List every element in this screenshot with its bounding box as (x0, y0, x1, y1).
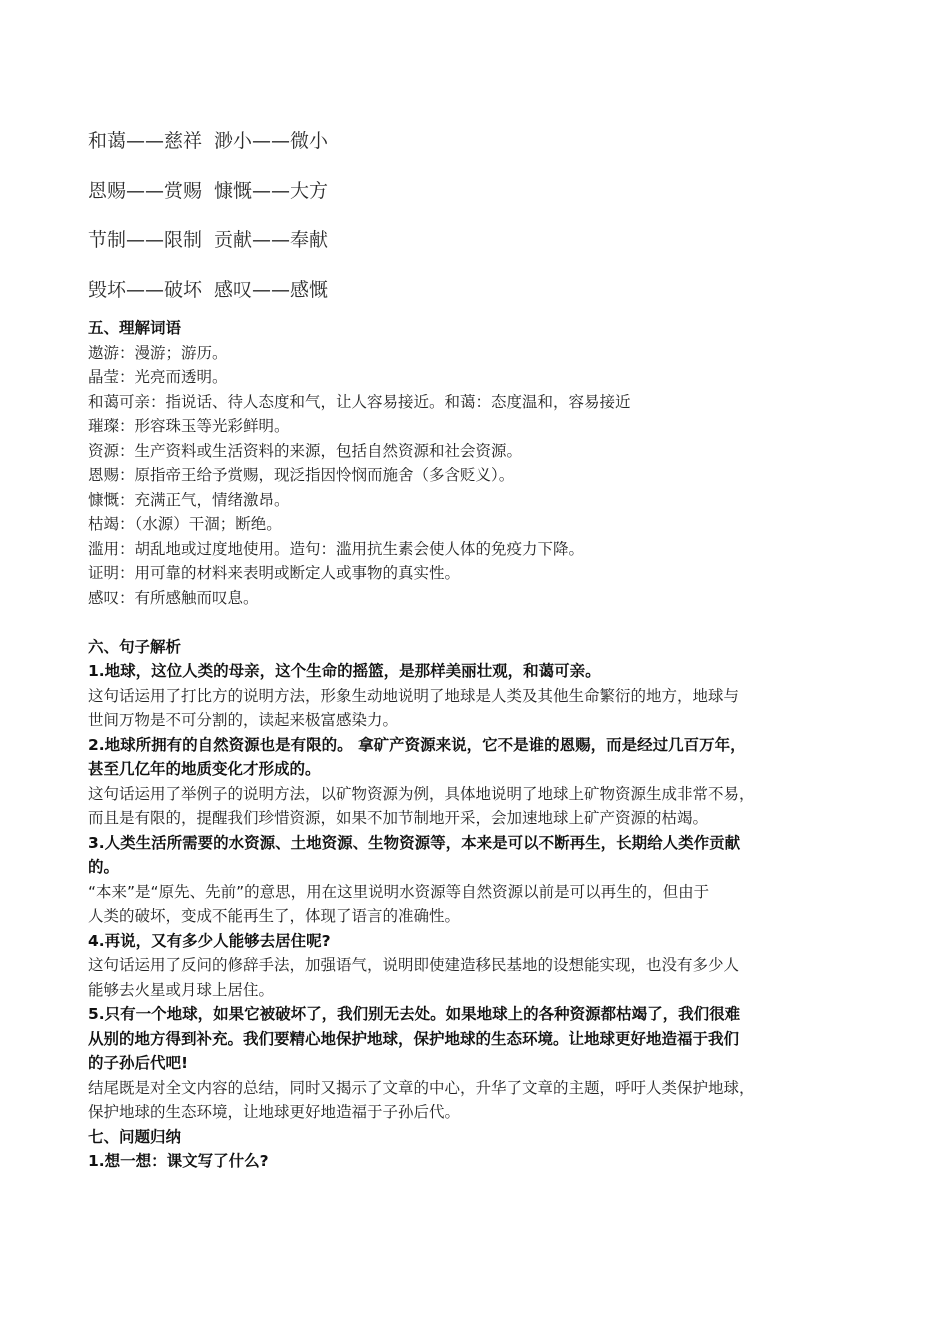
sentence-analysis: 保护地球的生态环境，让地球更好地造福于子孙后代。 (88, 1103, 461, 1121)
sentence-analysis: “本来”是“原先、先前”的意思，用在这里说明水资源等自然资源以前是可以再生的，但由于 (88, 882, 710, 901)
synonym-row (88, 176, 328, 206)
quoted-sentence: 从别的地方得到补充。我们要精心地保护地球，保护地球的生态环境。让地球更好地造福于我们 (88, 1029, 740, 1048)
synonym-pair: 和蔼——慈祥 (88, 130, 203, 152)
quoted-sentence: 的子孙后代吧! (88, 1054, 189, 1072)
quoted-sentence: 的。 (88, 858, 120, 876)
synonym-row (88, 225, 328, 255)
section-heading: 七、问题归纳 (88, 1127, 182, 1146)
quoted-sentence: 3.人类生活所需要的水资源、土地资源、生物资源等，本来是可以不断再生，长期给人类作贡献 (88, 833, 741, 852)
definition-item: 璀璨：形容珠玉等光彩鲜明。 (88, 417, 290, 435)
synonym-pair: 渺小——微小 (214, 130, 329, 152)
synonym-pair: 贡献——奉献 (214, 229, 329, 251)
sentence-analysis: 结尾既是对全文内容的总结，同时又揭示了文章的中心，升华了文章的主题，呼吁人类保护地球， (88, 1078, 755, 1097)
definition-item: 遨游：漫游；游历。 (88, 343, 228, 362)
quoted-sentence: 2.地球所拥有的自然资源也是有限的。 拿矿产资源来说，它不是谁的恩赐，而是经过几百万年， (88, 735, 746, 754)
sentence-analysis: 世间万物是不可分割的，读起来极富感染力。 (88, 711, 399, 729)
definition-item: 证明：用可靠的材料来表明或断定人或事物的真实性。 (88, 564, 461, 582)
definition-item: 恩赐：原指帝王给予赏赐，现泛指因怜悯而施舍（多含贬义）。 (88, 466, 515, 484)
definition-item: 感叹：有所感触而叹息。 (88, 588, 259, 607)
sentence-analysis: 这句话运用了打比方的说明方法，形象生动地说明了地球是人类及其他生命繁衍的地方，地球与 (88, 686, 740, 705)
synonym-pair: 毁坏——破坏 (88, 279, 203, 301)
sentence-analysis: 人类的破坏，变成不能再生了，体现了语言的准确性。 (88, 907, 461, 925)
question-item: 1.想一想：课文写了什么? (88, 1152, 269, 1170)
synonym-pair: 慷慨——大方 (214, 180, 329, 202)
content-flow (88, 316, 878, 1174)
synonym-pair: 感叹——感慨 (214, 279, 329, 301)
quoted-sentence: 5.只有一个地球，如果它被破坏了，我们别无去处。如果地球上的各种资源都枯竭了，我们很难 (88, 1005, 741, 1023)
definition-item: 枯竭：（水源）干涸；断绝。 (88, 515, 282, 533)
definition-item: 资源：生产资料或生活资料的来源，包括自然资源和社会资源。 (88, 441, 523, 460)
synonym-pair: 节制——限制 (88, 229, 203, 251)
definition-item: 滥用：胡乱地或过度地使用。造句：滥用抗生素会使人体的免疫力下降。 (88, 539, 585, 558)
definition-item: 和蔼可亲：指说话、待人态度和气，让人容易接近。和蔼：态度温和，容易接近 (88, 392, 631, 411)
definition-item: 晶莹：光亮而透明。 (88, 368, 228, 386)
section-heading: 五、理解词语 (88, 319, 182, 337)
synonym-row (88, 275, 328, 305)
quoted-sentence: 甚至几亿年的地质变化才形成的。 (88, 760, 321, 778)
quoted-sentence: 1.地球，这位人类的母亲，这个生命的摇篮，是那样美丽壮观，和蔼可亲。 (88, 662, 601, 680)
sentence-analysis: 这句话运用了举例子的说明方法，以矿物资源为例，具体地说明了地球上矿物资源生成非常不易， (88, 784, 755, 803)
quoted-sentence: 4.再说，又有多少人能够去居住呢? (88, 931, 331, 950)
section-heading: 六、句子解析 (88, 637, 182, 656)
synonym-row (88, 126, 328, 156)
sentence-analysis: 能够去火星或月球上居住。 (88, 980, 275, 999)
synonym-pair: 恩赐——赏赐 (88, 180, 203, 202)
sentence-analysis: 这句话运用了反问的修辞手法，加强语气，说明即使建造移民基地的设想能实现，也没有多少人 (88, 956, 740, 974)
sentence-analysis: 而且是有限的，提醒我们珍惜资源，如果不加节制地开采，会加速地球上矿产资源的枯竭。 (88, 809, 709, 827)
definition-item: 慷慨：充满正气，情绪激昂。 (88, 490, 290, 509)
